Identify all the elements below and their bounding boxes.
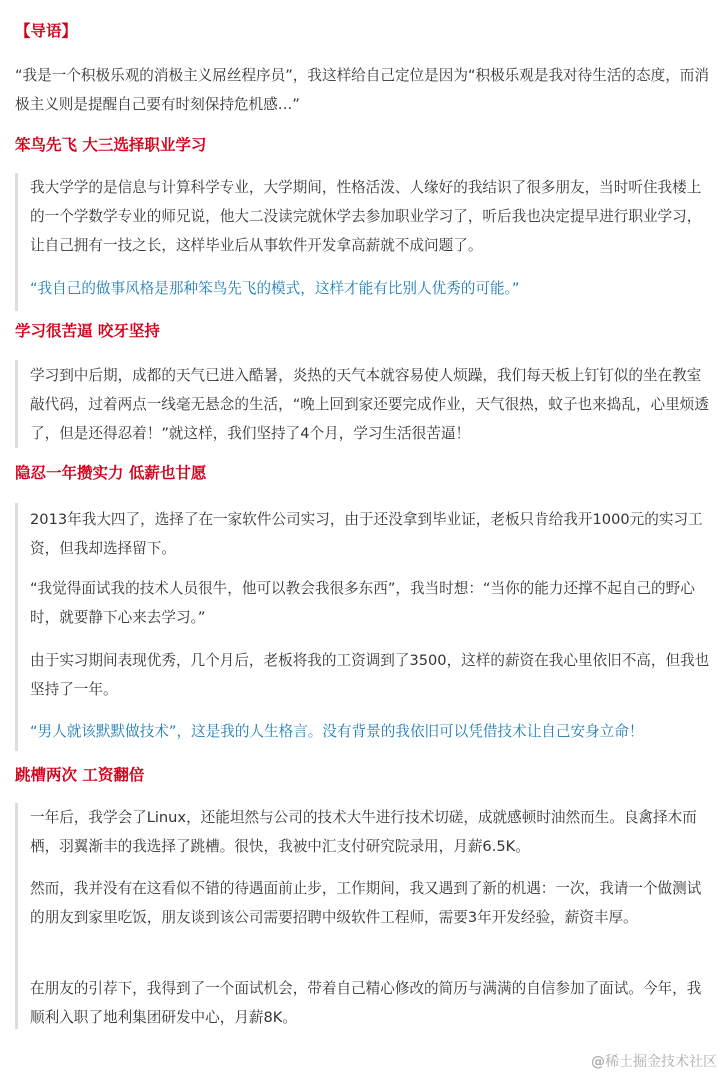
section-heading-2: 学习很苦逼 咬牙坚持 <box>15 322 160 340</box>
section-3-paragraph-2: “我觉得面试我的技术人员很牛，他可以教会我很多东西”，我当时想：“当你的能力还撑不起自己的野心时，就要静下心来去学习。” <box>30 580 695 626</box>
section-3-paragraph-1: 2013年我大四了，选择了在一家软件公司实习，由于还没拿到毕业证，老板只肯给我开1000元的实习工资，但我却选择留下。 <box>30 511 703 557</box>
section-4-paragraph-1: 一年后，我学会了Linux，还能坦然与公司的技术大牛进行技术切磋，成就感顿时油然而生。良禽择木而栖，羽翼渐丰的我选择了跳槽。很快，我被中汇支付研究院录用，月薪6.5K。 <box>30 809 697 855</box>
section-heading-4: 跳槽两次 工资翻倍 <box>15 766 145 784</box>
section-1-paragraph-1: 我大学学的是信息与计算科学专业，大学期间，性格活泼、人缘好的我结识了很多朋友，当时听住我楼上的一个学数学专业的师兄说，他大二没读完就休学去参加职业学习了，听后我也决定提早进行职业学习，让自己拥有一技之长，这样毕业后从事软件开发拿高薪就不成问题了。 <box>30 179 702 254</box>
section-2-paragraph-1: 学习到中后期，成都的天气已进入酷暑，炎热的天气本就容易使人烦躁，我们每天板上钉钉似的坐在教室敲代码，过着两点一线毫无悬念的生活，“晚上回到家还要完成作业，天气很热，蚊子也来捣乱，心里烦透了，但是还得忍着！”就这样，我们坚持了4个月，学习生活很苦逼！ <box>30 367 709 442</box>
watermark <box>591 1052 717 1072</box>
section-4-paragraph-3: 在朋友的引荐下，我得到了一个面试机会，带着自己精心修改的简历与满满的自信参加了面试。今年，我顺利入职了地利集团研发中心，月薪8K。 <box>30 980 702 1026</box>
watermark-at-sign: @ <box>591 1054 605 1070</box>
watermark-text: 稀土掘金技术社区 <box>605 1054 717 1070</box>
section-3-paragraph-3: 由于实习期间表现优秀，几个月后，老板将我的工资调到了3500，这样的薪资在我心里依旧不高，但我也坚持了一年。 <box>30 652 710 698</box>
quote-bar-3 <box>15 503 18 751</box>
quote-bar-2 <box>15 360 18 448</box>
intro-paragraph: “我是一个积极乐观的消极主义屌丝程序员”，我这样给自己定位是因为“积极乐观是我对待生活的态度，而消极主义则是提醒自己要有时刻保持危机感…” <box>15 67 709 113</box>
section-1-quote: “我自己的做事风格是那种笨鸟先飞的模式，这样才能有比别人优秀的可能。” <box>30 280 520 297</box>
section-heading-3: 隐忍一年攒实力 低薪也甘愿 <box>15 464 207 482</box>
quote-bar-1 <box>15 173 18 311</box>
section-3-quote: “男人就该默默做技术”，这是我的人生格言。没有背景的我依旧可以凭借技术让自己安身立命！ <box>30 723 644 740</box>
quote-bar-4 <box>15 803 18 1029</box>
section-heading-1: 笨鸟先飞 大三选择职业学习 <box>15 136 207 154</box>
intro-heading: 【导语】 <box>15 22 78 40</box>
section-4-paragraph-2: 然而，我并没有在这看似不错的待遇面前止步，工作期间，我又遇到了新的机遇：一次，我请一个做测试的朋友到家里吃饭，朋友谈到该公司需要招聘中级软件工程师，需要3年开发经验，薪资丰厚。 <box>30 880 702 926</box>
